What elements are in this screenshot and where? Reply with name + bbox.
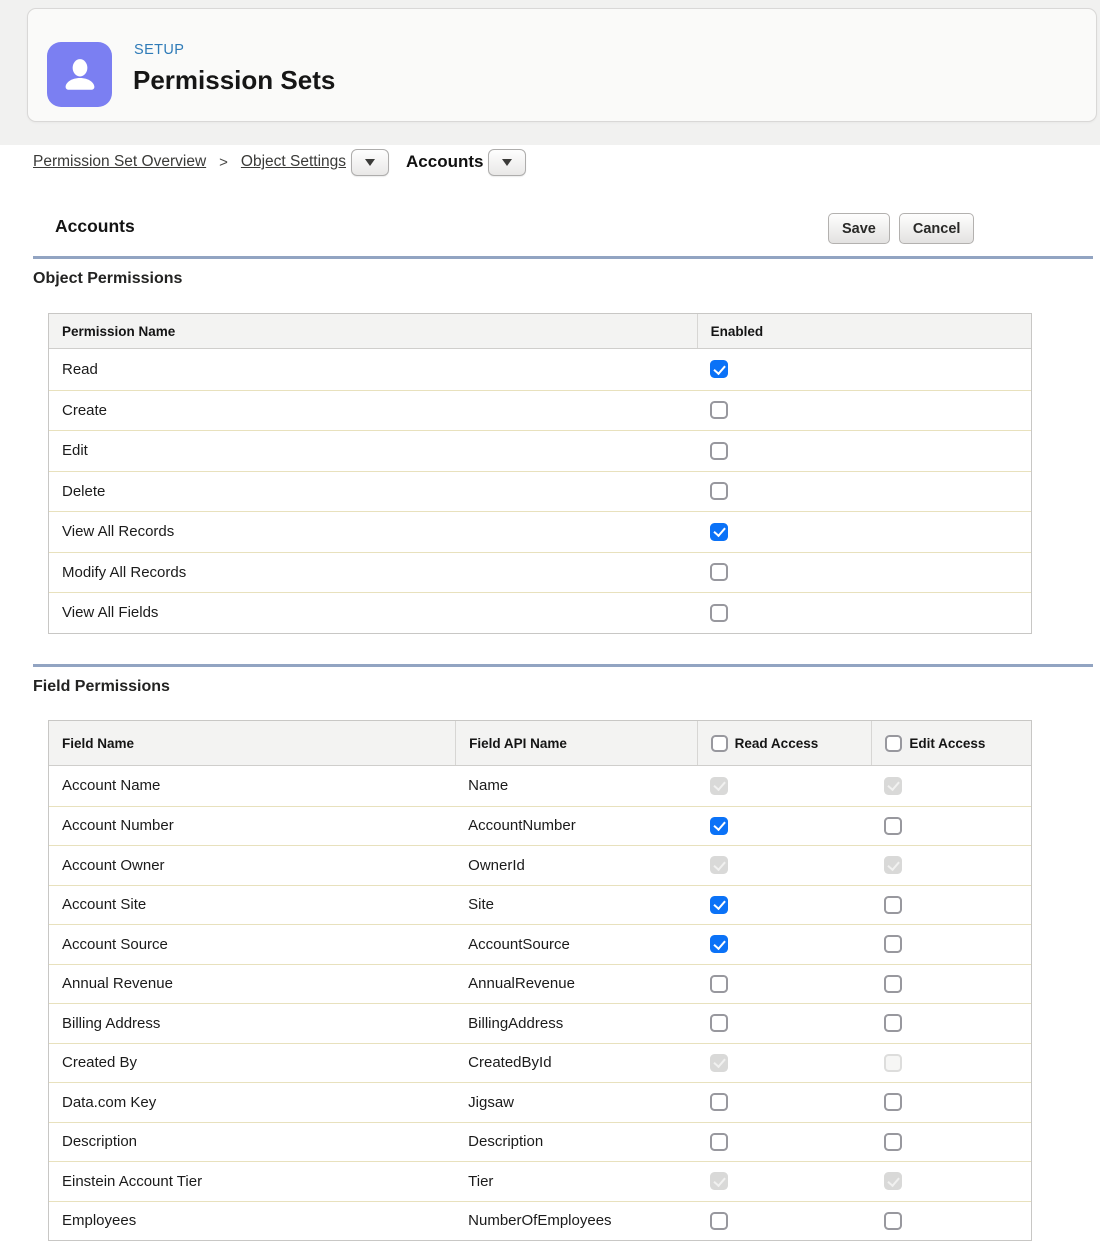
edit-access-cell: [871, 1202, 1031, 1241]
read-access-checkbox: [710, 1054, 728, 1072]
read-access-cell: [697, 1083, 872, 1122]
read-access-checkbox[interactable]: [710, 1212, 728, 1230]
read-access-cell: [697, 846, 872, 885]
permission-name: Create: [62, 401, 108, 419]
field-api-name: Jigsaw: [468, 1093, 515, 1111]
read-access-cell: [697, 807, 872, 846]
field-name: Account Name: [62, 777, 161, 795]
field-name: Employees: [62, 1212, 137, 1230]
read-access-cell: [697, 766, 872, 806]
field-api-name: Name: [468, 777, 509, 795]
read-access-cell: [697, 1162, 872, 1201]
edit-access-checkbox[interactable]: [884, 817, 902, 835]
enabled-cell: [697, 593, 1031, 633]
read-access-checkbox: [710, 777, 728, 795]
edit-access-checkbox[interactable]: [884, 1093, 902, 1111]
edit-access-cell: [871, 1044, 1031, 1083]
field-permissions-header: [49, 721, 1031, 766]
field-permissions-table: [48, 720, 1032, 1241]
permission-name: Read: [62, 360, 98, 378]
edit-access-cell: [871, 1004, 1031, 1043]
field-name: Account Owner: [62, 856, 165, 874]
field-permission-row: [49, 1122, 1031, 1162]
edit-access-cell: [871, 965, 1031, 1004]
field-api-name: Site: [468, 896, 495, 914]
object-permission-row: [49, 511, 1031, 552]
edit-access-cell: [871, 807, 1031, 846]
edit-access-cell: [871, 846, 1031, 885]
edit-access-cell: [871, 925, 1031, 964]
field-name: Account Site: [62, 896, 147, 914]
field-api-name: Description: [468, 1133, 544, 1151]
breadcrumb: [33, 146, 526, 178]
chevron-down-icon: [365, 159, 375, 166]
setup-header-card: [27, 8, 1097, 122]
field-permission-row: [49, 806, 1031, 846]
object-permission-row: [49, 390, 1031, 431]
permission-name: View All Records: [62, 523, 175, 541]
field-permission-row: [49, 1201, 1031, 1241]
read-access-checkbox: [710, 856, 728, 874]
edit-access-checkbox: [884, 1054, 902, 1072]
column-header-enabled: Enabled: [697, 314, 1031, 348]
field-permissions-title: Field Permissions: [33, 678, 170, 695]
edit-access-checkbox[interactable]: [884, 1133, 902, 1151]
breadcrumb-link-overview[interactable]: Permission Set Overview: [33, 153, 207, 170]
permission-name: View All Fields: [62, 604, 159, 622]
field-name: Einstein Account Tier: [62, 1172, 203, 1190]
field-permission-row: [49, 1003, 1031, 1043]
action-buttons: [828, 213, 974, 244]
object-permission-row: [49, 592, 1031, 633]
field-permission-row: [49, 924, 1031, 964]
column-header-field-name: Field Name: [62, 735, 135, 751]
column-header-field-api-name: Field API Name: [455, 721, 697, 765]
field-permission-row: [49, 964, 1031, 1004]
field-permission-row: [49, 845, 1031, 885]
field-permission-row: [49, 885, 1031, 925]
column-header-read-access: [697, 721, 872, 765]
edit-access-checkbox[interactable]: [884, 975, 902, 993]
edit-access-label: Edit Access: [909, 735, 986, 751]
object-permissions-table: [48, 313, 1032, 634]
edit-access-checkbox: [884, 1172, 902, 1190]
read-access-checkbox[interactable]: [710, 935, 728, 953]
field-api-name: AccountNumber: [468, 817, 576, 835]
edit-access-checkbox: [884, 856, 902, 874]
object-dropdown-button[interactable]: [488, 149, 526, 176]
section-divider: [33, 664, 1093, 667]
edit-access-select-all-checkbox[interactable]: [885, 735, 902, 752]
field-api-name: CreatedById: [468, 1054, 552, 1072]
edit-access-cell: [871, 1162, 1031, 1201]
enabled-checkbox[interactable]: [710, 442, 728, 460]
read-access-cell: [697, 1123, 872, 1162]
column-header-permission-name: Permission Name: [62, 323, 176, 339]
enabled-cell: [697, 391, 1031, 431]
read-access-checkbox[interactable]: [710, 975, 728, 993]
field-api-name: NumberOfEmployees: [468, 1212, 612, 1230]
read-access-checkbox[interactable]: [710, 1014, 728, 1032]
enabled-checkbox[interactable]: [710, 401, 728, 419]
field-name: Data.com Key: [62, 1093, 157, 1111]
field-permission-row: [49, 1161, 1031, 1201]
column-header-edit-access: [871, 721, 1031, 765]
cancel-button[interactable]: Cancel: [899, 213, 975, 244]
edit-access-cell: [871, 766, 1031, 806]
breadcrumb-current-object: Accounts: [406, 152, 484, 171]
read-access-checkbox: [710, 1172, 728, 1190]
enabled-checkbox[interactable]: [710, 482, 728, 500]
read-access-cell: [697, 886, 872, 925]
edit-access-cell: [871, 886, 1031, 925]
field-name: Description: [62, 1133, 138, 1151]
field-name: Created By: [62, 1054, 138, 1072]
field-permissions-body: [49, 766, 1031, 1240]
breadcrumb-link-object-settings[interactable]: Object Settings: [240, 153, 347, 170]
enabled-cell: [697, 349, 1031, 390]
save-button[interactable]: Save: [828, 213, 890, 244]
object-permission-row: [49, 471, 1031, 512]
enabled-cell: [697, 553, 1031, 593]
field-name: Account Number: [62, 817, 174, 835]
field-api-name: AnnualRevenue: [468, 975, 575, 993]
edit-access-cell: [871, 1123, 1031, 1162]
field-api-name: AccountSource: [468, 935, 570, 953]
object-permission-row: [49, 349, 1031, 390]
read-access-cell: [697, 1202, 872, 1241]
field-api-name: OwnerId: [468, 856, 525, 874]
object-permissions-header: [49, 314, 1031, 349]
object-settings-dropdown-button[interactable]: [351, 149, 389, 176]
read-access-checkbox[interactable]: [710, 1133, 728, 1151]
object-permissions-body: [49, 349, 1031, 633]
read-access-cell: [697, 925, 872, 964]
field-permission-row: [49, 1082, 1031, 1122]
object-permission-row: [49, 552, 1031, 593]
enabled-cell: [697, 512, 1031, 552]
enabled-checkbox[interactable]: [710, 360, 728, 378]
field-name: Account Source: [62, 935, 168, 953]
permission-name: Edit: [62, 442, 88, 460]
read-access-label: Read Access: [734, 735, 819, 751]
user-icon: [47, 42, 112, 107]
enabled-checkbox[interactable]: [710, 563, 728, 581]
edit-access-checkbox: [884, 777, 902, 795]
enabled-checkbox[interactable]: [710, 604, 728, 622]
field-name: Billing Address: [62, 1014, 161, 1032]
read-access-checkbox[interactable]: [710, 817, 728, 835]
field-permission-row: [49, 1043, 1031, 1083]
read-access-cell: [697, 965, 872, 1004]
read-access-checkbox[interactable]: [710, 1093, 728, 1111]
read-access-cell: [697, 1044, 872, 1083]
field-permission-row: [49, 766, 1031, 806]
read-access-cell: [697, 1004, 872, 1043]
enabled-cell: [697, 431, 1031, 471]
edit-access-checkbox[interactable]: [884, 1212, 902, 1230]
read-access-checkbox[interactable]: [710, 896, 728, 914]
object-permission-row: [49, 430, 1031, 471]
object-heading: Accounts: [55, 216, 135, 236]
field-name: Annual Revenue: [62, 975, 173, 993]
chevron-down-icon: [502, 159, 512, 166]
enabled-checkbox[interactable]: [710, 523, 728, 541]
permission-name: Delete: [62, 482, 106, 500]
edit-access-checkbox[interactable]: [884, 1014, 902, 1032]
edit-access-checkbox[interactable]: [884, 896, 902, 914]
edit-access-checkbox[interactable]: [884, 935, 902, 953]
permission-name: Modify All Records: [62, 563, 187, 581]
enabled-cell: [697, 472, 1031, 512]
edit-access-cell: [871, 1083, 1031, 1122]
field-api-name: Tier: [468, 1172, 494, 1190]
read-access-select-all-checkbox[interactable]: [711, 735, 728, 752]
object-permissions-title: Object Permissions: [33, 270, 183, 287]
section-divider: [33, 256, 1093, 259]
page-title: Permission Sets: [133, 65, 336, 95]
breadcrumb-separator: >: [219, 153, 228, 171]
setup-eyebrow: SETUP: [134, 42, 185, 58]
field-api-name: BillingAddress: [468, 1014, 564, 1032]
